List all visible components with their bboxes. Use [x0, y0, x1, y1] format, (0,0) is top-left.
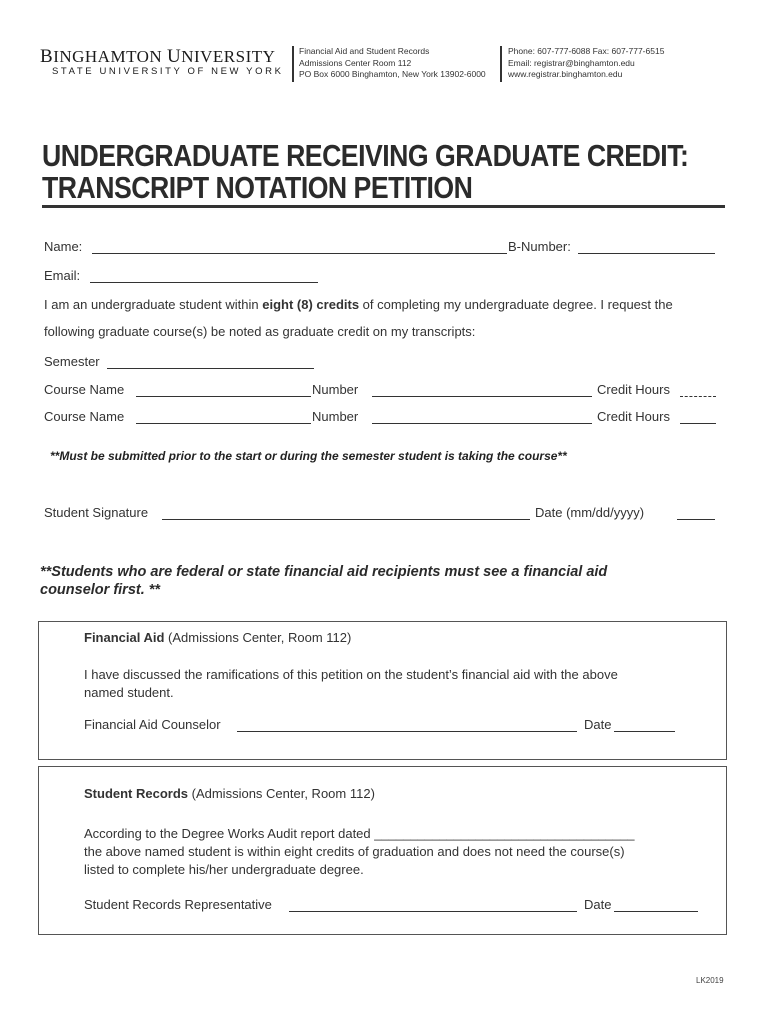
contact-phone: Phone: 607-777-6088 Fax: 607-777-6515	[508, 46, 665, 56]
financial-aid-note	[40, 563, 607, 599]
credit-hours-label: Credit Hours	[597, 382, 670, 397]
student-records-heading-rest: (Admissions Center, Room 112)	[188, 786, 375, 801]
semester-field[interactable]	[107, 368, 314, 369]
bnumber-label: B-Number:	[508, 239, 571, 254]
email-label: Email:	[44, 268, 81, 283]
header-divider	[500, 46, 502, 82]
student-records-statement-line: the above named student is within eight credits of graduation and does not need the course(s)	[84, 844, 625, 859]
page-title-line: TRANSCRIPT NOTATION PETITION	[42, 170, 473, 205]
logo-initial-u: U	[166, 46, 182, 67]
title-rule	[42, 205, 725, 208]
office-line: PO Box 6000 Binghamton, New York 13902-6000	[299, 69, 486, 79]
financial-aid-heading-rest: (Admissions Center, Room 112)	[164, 630, 352, 645]
name-label: Name:	[44, 239, 83, 254]
course-name-field[interactable]	[136, 423, 311, 424]
office-line: Admissions Center Room 112	[299, 57, 412, 68]
student-records-statement	[84, 825, 714, 879]
name-field[interactable]	[92, 253, 507, 254]
credit-hours-field[interactable]	[680, 396, 716, 397]
statement-bold: eight (8) credits	[262, 297, 360, 312]
financial-aid-note-line: counselor first. **	[40, 582, 161, 598]
contact-website: www.registrar.binghamton.edu	[508, 69, 623, 79]
student-signature-field[interactable]	[162, 519, 530, 520]
logo-initial-b: B	[40, 46, 54, 67]
statement-pre: I am an undergraduate student within	[44, 297, 263, 312]
office-address-block	[299, 46, 486, 81]
logo-word-binghamton: INGHAMTON	[53, 47, 163, 66]
financial-aid-date-label: Date	[584, 717, 612, 732]
deadline-note: **Must be submitted prior to the start or during the semester student is taking the course**	[50, 449, 567, 463]
financial-aid-date-field[interactable]	[614, 731, 675, 732]
course-number-field[interactable]	[372, 396, 592, 397]
financial-aid-statement-line: I have discussed the ramifications of this petition on the student’s financial aid with the above	[84, 667, 618, 682]
credit-hours-field[interactable]	[680, 423, 716, 424]
statement-post: of completing my undergraduate degree. I request the	[359, 297, 673, 312]
financial-aid-counselor-field[interactable]	[237, 731, 577, 732]
financial-aid-heading-bold: Financial Aid	[84, 630, 165, 645]
student-records-rep-label: Student Records Representative	[84, 897, 272, 912]
financial-aid-statement-line: named student.	[84, 685, 174, 700]
university-logo-wordmark	[40, 46, 275, 68]
course-number-label: Number	[312, 382, 359, 397]
office-line: Financial Aid and Student Records	[299, 46, 430, 56]
course-name-label: Course Name	[44, 409, 125, 424]
student-records-heading-bold: Student Records	[84, 786, 189, 801]
financial-aid-counselor-label: Financial Aid Counselor	[84, 717, 221, 732]
contact-block	[508, 46, 664, 81]
bnumber-field[interactable]	[578, 253, 715, 254]
signature-date-field[interactable]	[677, 519, 715, 520]
signature-date-label: Date (mm/dd/yyyy)	[535, 505, 645, 520]
credit-hours-label: Credit Hours	[597, 409, 670, 424]
university-logo-subtitle: STATE UNIVERSITY OF NEW YORK	[52, 66, 284, 77]
financial-aid-statement	[84, 666, 714, 702]
student-records-statement-line: listed to complete his/her undergraduate degree.	[84, 862, 364, 877]
student-records-date-label: Date	[584, 897, 612, 912]
email-field[interactable]	[90, 282, 318, 283]
statement-text	[44, 297, 673, 312]
contact-email: Email: registrar@binghamton.edu	[508, 57, 635, 68]
financial-aid-heading	[84, 630, 351, 645]
header-divider	[292, 46, 294, 82]
statement-text-line2: following graduate course(s) be noted as graduate credit on my transcripts:	[44, 324, 476, 339]
page-title-line: UNDERGRADUATE RECEIVING GRADUATE CREDIT:	[42, 138, 689, 173]
student-records-heading	[84, 786, 375, 801]
form-code: LK2019	[696, 976, 724, 985]
logo-word-university: NIVERSITY	[181, 47, 276, 66]
course-number-label: Number	[312, 409, 359, 424]
semester-label: Semester	[44, 354, 100, 369]
course-name-field[interactable]	[136, 396, 311, 397]
student-records-date-field[interactable]	[614, 911, 698, 912]
student-records-statement-line: According to the Degree Works Audit report dated ____________________________________	[84, 826, 635, 841]
course-name-label: Course Name	[44, 382, 125, 397]
student-records-rep-field[interactable]	[289, 911, 577, 912]
student-signature-label: Student Signature	[44, 505, 149, 520]
course-number-field[interactable]	[372, 423, 592, 424]
financial-aid-note-line: **Students who are federal or state financial aid recipients must see a financial aid	[40, 564, 608, 580]
page-title	[42, 140, 688, 204]
